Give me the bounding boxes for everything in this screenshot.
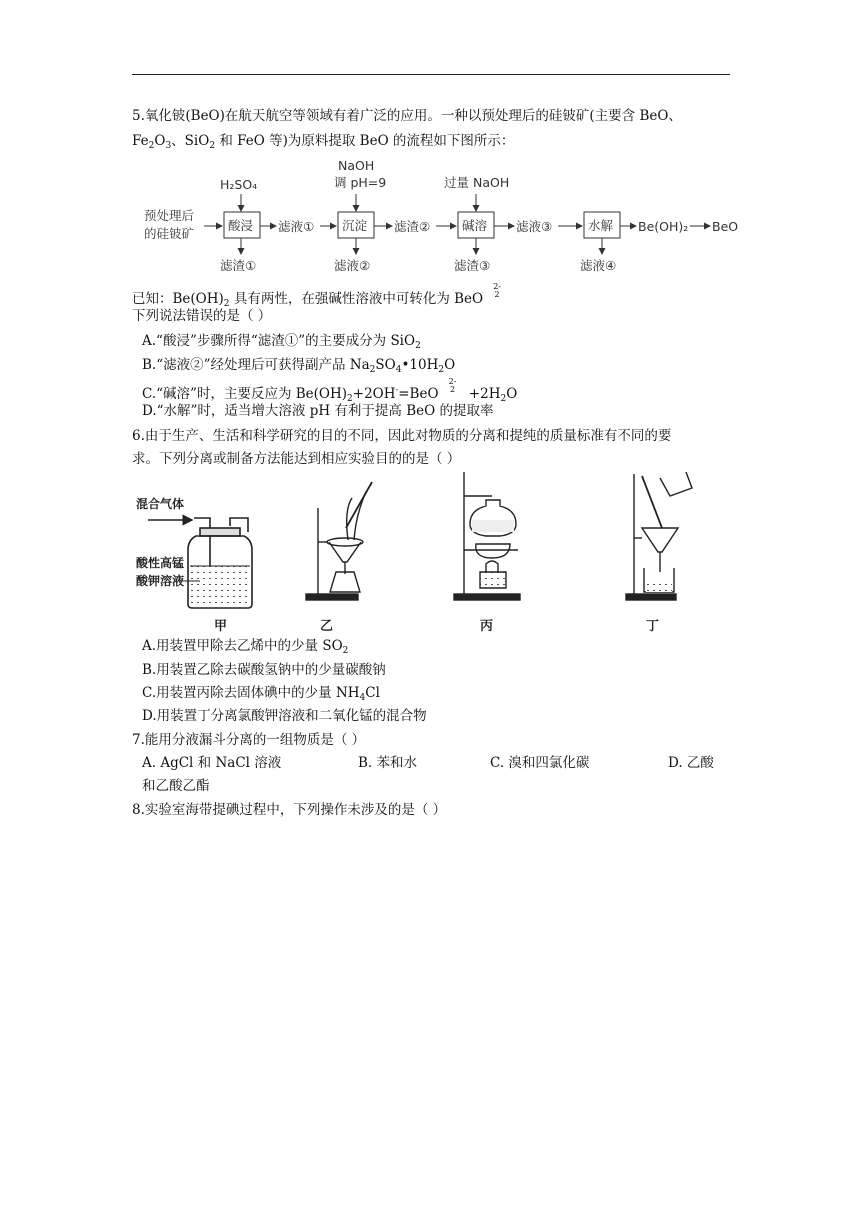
flow-prod2: BeO [712, 219, 739, 234]
q6-option-c: C.用装置丙除去固体碘中的少量 $NH_4Cl$ [142, 685, 380, 703]
label-ding: 丁 [646, 619, 660, 634]
apparatus-figure [130, 468, 730, 638]
flow-prod1: Be(OH)₂ [638, 219, 689, 234]
q5-option-c: C.“碱溶”时，主要反应为 $Be(OH)_2+2OH^-=BeO2-$ $2 +2H_2O$ [142, 377, 518, 404]
flow-box4-label: 水解 [588, 218, 614, 233]
q7-option-d-cont: 和乙酸乙酯 [142, 778, 210, 794]
apparatus-bing [454, 472, 520, 634]
q6-option-a: A.用装置甲除去乙烯中的少量 $SO_2$ [142, 638, 349, 656]
flow-box2-label: 沉淀 [342, 218, 368, 233]
q8-line1: 8.实验室海带提碘过程中，下列操作未涉及的是（ ） [132, 802, 447, 818]
header-rule [132, 74, 730, 75]
flow-start-line1: 预处理后 [144, 208, 195, 223]
q6-option-d: D.用装置丁分离氯酸钾溶液和二氧化锰的混合物 [142, 708, 427, 724]
label-yi: 乙 [320, 619, 334, 634]
jia-solution-label-2: 酸钾溶液 [136, 574, 185, 588]
flow-reagent3: 过量 NaOH [444, 175, 510, 190]
flow-liq3: 滤液③ [516, 219, 553, 234]
flow-res3: 滤渣③ [454, 258, 491, 273]
apparatus-ding [626, 472, 692, 634]
flow-start-line2: 的硅铍矿 [144, 226, 195, 241]
apparatus-yi [306, 482, 372, 634]
q7-line1: 7.能用分液漏斗分离的一组物质是（ ） [132, 732, 366, 748]
flow-res1: 滤渣① [220, 258, 257, 273]
q6-line2: 求。下列分离或制备方法能达到相应实验目的的是（ ） [132, 451, 461, 467]
q7-option-b: B. 苯和水 [358, 755, 418, 771]
jia-gas-label: 混合气体 [136, 497, 185, 511]
q5-line1: 5.氧化铍(BeO)在航天航空等领域有着广泛的应用。一种以预处理后的硅铍矿(主要含 BeO、 [132, 108, 682, 124]
q7-option-c: C. 溴和四氯化碳 [490, 755, 590, 771]
q5-known: 已知：$Be(OH)_2$ 具有两性，在强碱性溶液中可转化为 BeO2- 2 [132, 282, 501, 309]
q7-option-d: D. 乙酸 [668, 755, 714, 771]
flow-res4: 滤液④ [580, 258, 617, 273]
q5-option-b: B.“滤液②”经处理后可获得副产品 $Na_2SO_4•10H_2O$ [142, 357, 456, 375]
flow-box1-label: 酸浸 [228, 218, 254, 233]
flow-reagent2-line2: 调 pH=9 [334, 175, 387, 190]
q5-option-a: A.“酸浸”步骤所得“滤渣①”的主要成分为 SiO$_2$ [142, 333, 421, 351]
apparatus-jia [136, 496, 252, 634]
q6-option-b: B.用装置乙除去碳酸氢钠中的少量碳酸钠 [142, 662, 386, 678]
q5-line2: $Fe_2O_3$、SiO$_2$ 和 FeO 等)为原料提取 BeO 的流程如下图所示： [132, 133, 515, 151]
jia-solution-label-1: 酸性高锰 [136, 556, 185, 570]
label-bing: 丙 [480, 619, 494, 634]
flow-liq1: 滤液① [278, 219, 315, 234]
q7-option-a: A. AgCl 和 NaCl 溶液 [142, 755, 282, 771]
flow-reagent2-line1: NaOH [338, 158, 375, 173]
q6-line1: 6.由于生产、生活和科学研究的目的不同，因此对物质的分离和提纯的质量标准有不同的要 [132, 428, 672, 444]
flow-reagent1: H₂SO₄ [220, 177, 258, 192]
label-jia: 甲 [214, 619, 228, 634]
flow-box3-label: 碱溶 [462, 218, 488, 233]
flow-res2: 滤液② [334, 258, 371, 273]
q5-option-d: D.“水解”时，适当增大溶液 pH 有利于提高 BeO 的提取率 [142, 403, 494, 419]
q5-ask: 下列说法错误的是（ ） [132, 308, 272, 324]
flow-liq2: 滤渣② [394, 219, 431, 234]
flow-diagram [130, 156, 750, 276]
